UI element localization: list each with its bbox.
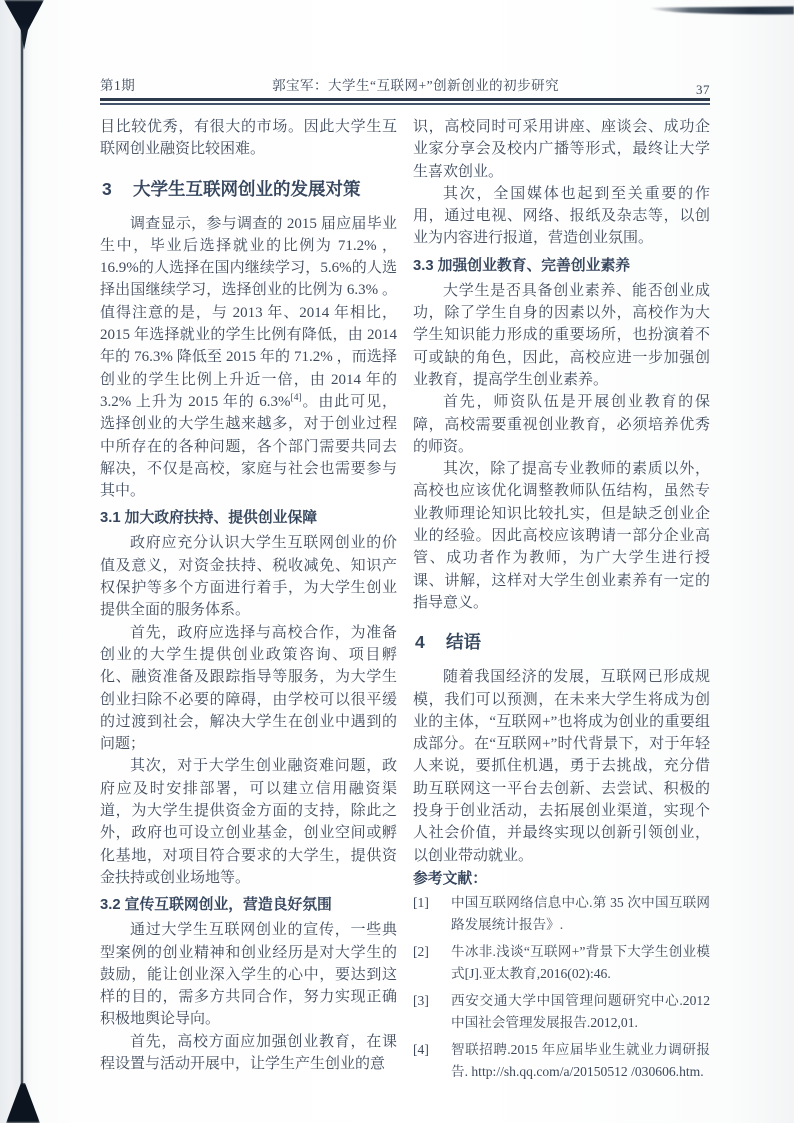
reference-item bbox=[413, 941, 710, 986]
paragraph: 首先，师资队伍是开展创业教育的保障，高校需要重视创业教育，必须培养优秀的师资。 bbox=[413, 394, 710, 455]
running-title: 郭宝军：大学生“互联网+”创新创业的初步研究 bbox=[272, 78, 560, 93]
left-column bbox=[100, 116, 397, 1088]
reference-label: [1] bbox=[413, 894, 429, 910]
reference-label: [2] bbox=[413, 943, 429, 959]
references-title: 参考文献： bbox=[413, 870, 487, 887]
scan-corner-mark-bottom-left bbox=[6, 1083, 40, 1123]
page-number: 37 bbox=[696, 82, 710, 97]
two-column-body bbox=[100, 116, 710, 1088]
reference-text: 中国互联网络信息中心.第 35 次中国互联网路发展统计报告》. bbox=[451, 894, 710, 933]
survey-text-a: 调查显示，参与调查的 2015 届应届毕业生中，毕业后选择就业的比例为 71.2% ，16.9%的人选择在国内继续学习，5.6%的人选择出国继续学习，选择创业的比例为 6.3% 。值得注意的是，与 2013 年、2014 年相比，2015 年选择就业的学生比例有降低，由 2014 年的 76.3% 降低至 2015 年的 71.2% ，而选择创业的学生比例上升近一倍，由 2014 年的 3.2% 上升为 2015 年的 6.3% bbox=[100, 215, 397, 410]
section-title: 大学生互联网创业的发展对策 bbox=[133, 178, 361, 199]
reference-label: [3] bbox=[413, 992, 429, 1008]
running-head bbox=[100, 74, 710, 97]
section-heading-3 bbox=[100, 176, 397, 202]
survey-text-b: 。由此可见，选择创业的大学生越来越多，对于创业过程中所存在的各种问题，各个部门需要共同去解决，不仅是高校，家庭与社会也需要参与其中。 bbox=[100, 393, 397, 500]
paragraph: 通过大学生互联网创业的宣传，一些典型案例的创业精神和创业经历是对大学生的鼓励，能让创业深入学生的心中，要达到这样的目的，需多方共同合作，努力实现正确积极地舆论导向。 bbox=[100, 922, 397, 1028]
reference-item bbox=[413, 990, 710, 1035]
paragraph-survey bbox=[100, 213, 397, 503]
scan-binding-edge-line bbox=[21, 26, 23, 1093]
header-double-rule bbox=[100, 98, 710, 105]
scan-streak-top-right bbox=[649, 6, 794, 15]
paragraph: 其次，全国媒体也起到至关重要的作用，通过电视、网络、报纸及杂志等，以创业为内容进行报道，营造创业氛围。 bbox=[413, 185, 710, 247]
citation-superscript: [4] bbox=[290, 392, 302, 403]
paragraph: 大学生是否具备创业素养、能否创业成功，除了学生自身的因素以外，高校作为大学生知识能力形成的重要场所，也扮演着不可或缺的角色，因此，高校应进一步加强创业教育，提高学生创业素养。 bbox=[413, 282, 710, 388]
right-column bbox=[413, 116, 710, 1088]
subsection-heading-3-3: 3.3 加强创业教育、完善创业素养 bbox=[413, 257, 631, 274]
paragraph: 首先，高校方面应加强创业教育，在课程设置与活动开展中，让学生产生创业的意 bbox=[100, 1033, 397, 1072]
reference-text: 智联招聘.2015 年应届毕业生就业力调研报告. http://sh.qq.com/a/20150512 /030606.htm. bbox=[451, 1041, 710, 1080]
page-content bbox=[100, 74, 710, 1088]
reference-label: [4] bbox=[413, 1041, 429, 1057]
reference-item bbox=[413, 1039, 710, 1084]
paragraph-continuation: 目比较优秀，有很大的市场。因此大学生互联网创业融资比较困难。 bbox=[100, 119, 397, 158]
issue-number: 第1期 bbox=[100, 78, 136, 93]
paragraph: 其次，对于大学生创业融资难问题，政府应及时安排部署，可以建立信用融资渠道，为大学生提供资金方面的支持，除此之外，政府也可设立创业基金，创业空间或孵化基地，对项目符合要求的大学生，提供资金扶持或创业场地等。 bbox=[100, 758, 397, 886]
paragraph: 政府应充分认识大学生互联网创业的价值及意义，对资金扶持、税收减免、知识产权保护等多个方面进行着手，为大学生创业提供全面的服务体系。 bbox=[100, 535, 397, 619]
paragraph: 首先，政府应选择与高校合作，为准备创业的大学生提供创业政策咨询、项目孵化、融资准备及跟踪指导等服务，为大学生创业扫除不必要的障碍，由学校可以很平缓的过渡到社会，解决大学生在创业中遇到的问题； bbox=[100, 624, 397, 753]
reference-text: 牛冰非.浅谈“互联网+”背景下大学生创业模式[J].亚太教育,2016(02):46. bbox=[451, 943, 710, 982]
subsection-heading-3-1: 3.1 加大政府扶持、提供创业保障 bbox=[100, 510, 318, 527]
paragraph-continuation: 识，高校同时可采用讲座、座谈会、成功企业家分享会及校内广播等形式，最终让大学生喜欢创业。 bbox=[413, 119, 710, 180]
section-number: 3 bbox=[102, 178, 112, 199]
reference-text: 西安交通大学中国管理问题研究中心.2012 中国社会管理发展报告.2012,01. bbox=[451, 992, 710, 1031]
section-title: 结语 bbox=[446, 632, 481, 653]
subsection-heading-3-2: 3.2 宣传互联网创业，营造良好氛围 bbox=[100, 897, 332, 914]
paragraph: 其次，除了提高专业教师的素质以外，高校也应该优化调整教师队伍结构，虽然专业教师理论知识比较扎实，但是缺乏创业企业的经验。因此高校应该聘请一部分企业高管、成功者作为教师，为广大学生进行授课、讲解，这样对大学生创业素养有一定的指导意义。 bbox=[413, 461, 710, 611]
section-number: 4 bbox=[415, 632, 425, 653]
scan-corner-mark-top-left bbox=[4, 0, 44, 50]
reference-item bbox=[413, 892, 710, 937]
section-heading-4 bbox=[413, 629, 710, 655]
paragraph-conclusion: 随着我国经济的发展，互联网已形成规模，我们可以预测，在未来大学生将成为创业的主体，“互联网+”也将成为创业的重要组成部分。在“互联网+”时代背景下，对于年轻人来说，要抓住机遇，勇于去挑战，充分借助互联网这一平台去创新、去尝试、积极的投身于创业活动，去拓展创业渠道，实现个人社会价值，并最终实现以创新引领创业，以创业带动就业。 bbox=[413, 669, 710, 864]
